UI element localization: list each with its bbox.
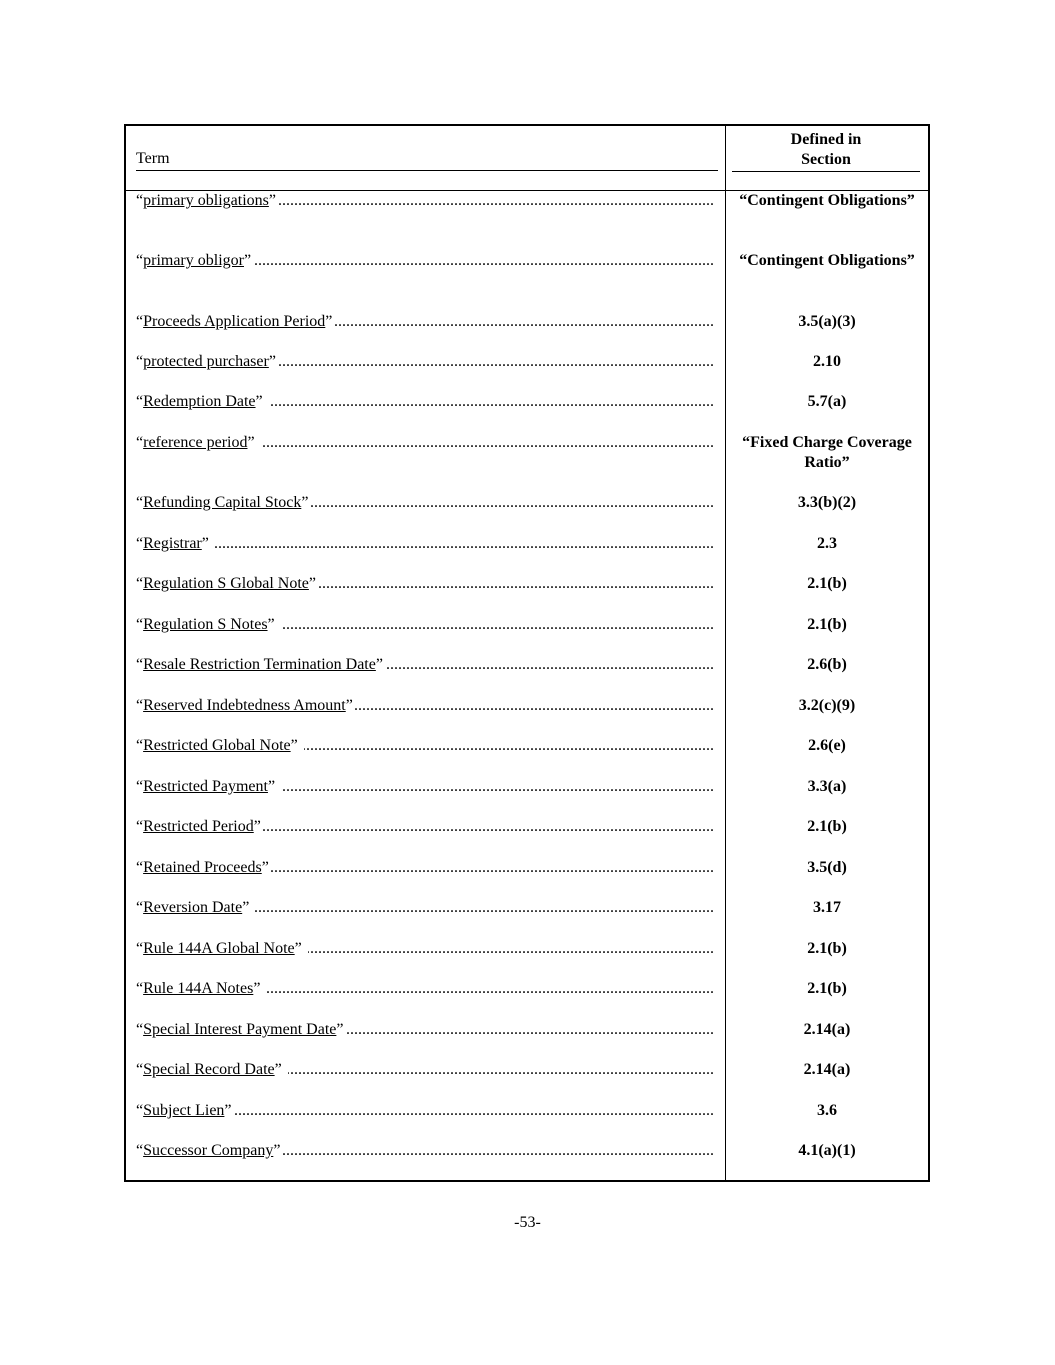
term-cell: [136, 392, 714, 412]
section-cell: 3.6: [817, 1102, 837, 1119]
defined-term: Successor Company: [143, 1142, 274, 1159]
section-cell: 2.1(b): [807, 616, 847, 633]
closing-quote: ”: [267, 778, 280, 795]
closing-quote: ”: [290, 737, 302, 754]
section-cell: 2.1(b): [807, 940, 847, 957]
closing-quote: ”: [375, 656, 383, 673]
closing-quote: ”: [261, 859, 269, 876]
term-text: “Successor Company”: [136, 1142, 281, 1159]
section-cell: 3.5(d): [807, 859, 847, 876]
closing-quote: ”: [267, 616, 279, 633]
defined-term: Refunding Capital Stock: [143, 494, 302, 511]
section-header-line2: Section: [801, 151, 851, 168]
section-cell: 2.1(b): [807, 575, 847, 592]
section-cell: 5.7(a): [807, 393, 847, 410]
defined-term: Redemption Date: [143, 393, 256, 410]
defined-term: Restricted Payment: [143, 778, 268, 795]
section-cell: 2.3: [817, 535, 837, 552]
section-cell: 3.17: [813, 899, 841, 916]
defined-term: reference period: [143, 434, 248, 451]
section-cell: “Contingent Obligations”: [739, 192, 915, 209]
closing-quote: ”: [345, 697, 353, 714]
closing-quote: ”: [274, 1061, 286, 1078]
defined-term: Proceeds Application Period: [143, 313, 326, 330]
term-text: “Refunding Capital Stock”: [136, 494, 309, 511]
defined-term: Special Interest Payment Date: [143, 1021, 337, 1038]
defined-term: Reserved Indebtedness Amount: [143, 697, 346, 714]
term-text: “Rule 144A Global Note”: [136, 940, 306, 957]
section-cell: 2.10: [813, 353, 841, 370]
term-cell: [136, 312, 714, 332]
defined-term: Restricted Global Note: [143, 737, 291, 754]
closing-quote: ”: [301, 494, 309, 511]
section-cell: 2.14(a): [803, 1061, 851, 1078]
term-text: “Special Record Date”: [136, 1061, 286, 1078]
term-text: “Registrar”: [136, 535, 213, 552]
term-text: “Subject Lien”: [136, 1102, 232, 1119]
closing-quote: ”: [242, 899, 254, 916]
defined-term: primary obligations: [143, 192, 269, 209]
closing-quote: ”: [268, 353, 276, 370]
term-text: “Rule 144A Notes”: [136, 980, 265, 997]
page-number: -53-: [514, 1214, 541, 1231]
defined-term: Subject Lien: [143, 1102, 225, 1119]
closing-quote: ”: [268, 192, 276, 209]
section-cell: “Fixed Charge Coverage Ratio”: [742, 434, 912, 471]
definitions-table: [124, 124, 930, 1182]
term-text: “Retained Proceeds”: [136, 859, 269, 876]
closing-quote: ”: [201, 535, 213, 552]
term-column-header: Term: [136, 150, 718, 171]
closing-quote: ”: [253, 980, 265, 997]
term-cell: [136, 493, 714, 513]
term-cell: [136, 251, 714, 271]
defined-term: Restricted Period: [143, 818, 254, 835]
term-cell: [136, 655, 714, 675]
defined-term: Reversion Date: [143, 899, 243, 916]
term-cell: [136, 1141, 714, 1161]
term-cell: [136, 1020, 714, 1040]
term-cell: [136, 1060, 714, 1080]
defined-term: Retained Proceeds: [143, 859, 262, 876]
term-text: “Redemption Date”: [136, 393, 267, 410]
defined-term: primary obligor: [143, 252, 244, 269]
term-text: “Reserved Indebtedness Amount”: [136, 697, 353, 714]
term-text: “Special Interest Payment Date”: [136, 1021, 344, 1038]
term-cell: [136, 777, 714, 797]
section-cell: 3.2(c)(9): [798, 697, 856, 714]
term-text: “primary obligations”: [136, 192, 276, 209]
closing-quote: ”: [253, 818, 261, 835]
closing-quote: ”: [273, 1142, 281, 1159]
term-text: “Regulation S Global Note”: [136, 575, 316, 592]
term-text: “Reversion Date”: [136, 899, 254, 916]
term-cell: [136, 858, 714, 878]
term-cell: [136, 1101, 714, 1121]
term-text: “Restricted Global Note”: [136, 737, 302, 754]
defined-term: protected purchaser: [143, 353, 269, 370]
term-text: “Restricted Payment”: [136, 778, 280, 795]
defined-term: Registrar: [143, 535, 202, 552]
term-cell: [136, 979, 714, 999]
term-cell: [136, 574, 714, 594]
section-cell: 2.1(b): [807, 980, 847, 997]
term-cell: [136, 736, 714, 756]
section-cell: 2.6(e): [808, 737, 846, 754]
section-cell: 2.6(b): [807, 656, 847, 673]
defined-term: Rule 144A Global Note: [143, 940, 295, 957]
defined-term: Regulation S Notes: [143, 616, 268, 633]
term-cell: [136, 433, 714, 453]
term-cell: [136, 939, 714, 959]
term-text: “primary obligor”: [136, 252, 252, 269]
term-cell: [136, 352, 714, 372]
term-cell: [136, 534, 714, 554]
closing-quote: ”: [294, 940, 306, 957]
section-cell: 2.1(b): [807, 818, 847, 835]
column-divider: [725, 126, 726, 1180]
defined-term: Special Record Date: [143, 1061, 275, 1078]
term-text: “protected purchaser”: [136, 353, 276, 370]
section-cell: “Contingent Obligations”: [739, 252, 915, 269]
term-cell: [136, 898, 714, 918]
term-cell: [136, 191, 714, 211]
section-cell: 3.3(b)(2): [797, 494, 857, 511]
section-cell: 2.14(a): [803, 1021, 851, 1038]
section-column-header: [732, 130, 920, 172]
closing-quote: ”: [336, 1021, 344, 1038]
term-cell: [136, 696, 714, 716]
defined-term: Rule 144A Notes: [143, 980, 254, 997]
section-cell: 3.5(a)(3): [798, 313, 856, 330]
section-cell: 3.3(a): [807, 778, 847, 795]
defined-term: Resale Restriction Termination Date: [143, 656, 376, 673]
term-text: “reference period”: [136, 434, 259, 451]
closing-quote: ”: [255, 393, 267, 410]
defined-term: Regulation S Global Note: [143, 575, 309, 592]
section-cell: 4.1(a)(1): [798, 1142, 856, 1159]
term-cell: [136, 817, 714, 837]
term-cell: [136, 615, 714, 635]
term-text: “Regulation S Notes”: [136, 616, 279, 633]
section-header-line1: Defined in: [790, 131, 862, 148]
term-text: “Resale Restriction Termination Date”: [136, 656, 383, 673]
closing-quote: ”: [224, 1102, 232, 1119]
closing-quote: ”: [243, 252, 252, 269]
closing-quote: ”: [247, 434, 259, 451]
closing-quote: ”: [308, 575, 316, 592]
closing-quote: ”: [325, 313, 333, 330]
term-text: “Restricted Period”: [136, 818, 261, 835]
term-text: “Proceeds Application Period”: [136, 313, 333, 330]
